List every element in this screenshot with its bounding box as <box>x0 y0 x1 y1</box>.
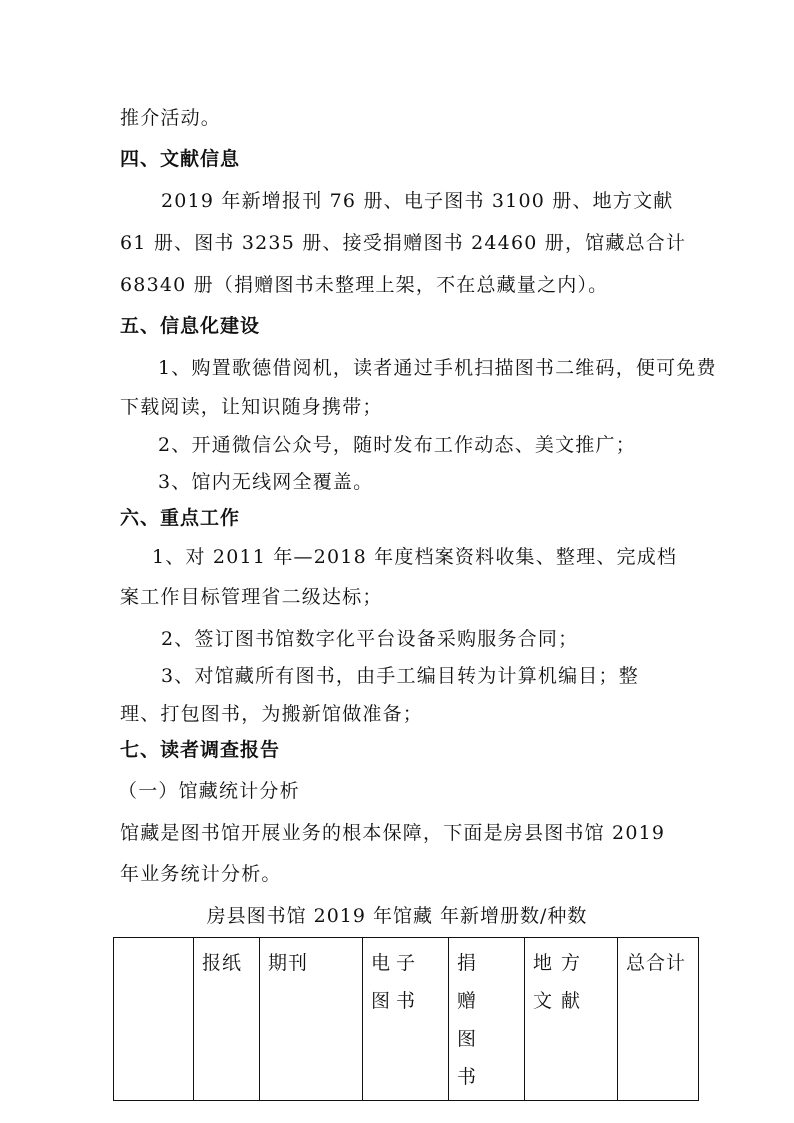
table-header-cell: 地方文献 <box>525 938 618 1101</box>
paragraph-line: 下载阅读，让知识随身携带； <box>120 396 383 418</box>
table-caption: 房县图书馆 2019 年馆藏 年新增册数/种数 <box>206 905 588 927</box>
paragraph-line: 3、馆内无线网全覆盖。 <box>158 471 374 493</box>
paragraph-line: 2、签订图书馆数字化平台设备采购服务合同； <box>161 628 579 650</box>
table-header-cell: 捐赠图书 <box>449 938 525 1101</box>
paragraph-line: 61 册、图书 3235 册、接受捐赠图书 24460 册，馆藏总合计 <box>120 232 687 254</box>
section-heading-6: 六、重点工作 <box>120 507 241 529</box>
paragraph-line: 推介活动。 <box>120 107 222 129</box>
paragraph-line: 年业务统计分析。 <box>120 863 282 885</box>
table-header-row <box>114 938 699 1101</box>
table-header-cell: 电子图书 <box>363 938 449 1101</box>
stats-table <box>113 937 699 1101</box>
paragraph-line: 案工作目标管理省二级达标； <box>120 586 383 608</box>
paragraph-line: 1、购置歌德借阅机，读者通过手机扫描图书二维码，便可免费 <box>158 357 717 379</box>
subsection-heading: （一）馆藏统计分析 <box>118 780 300 802</box>
section-heading-4: 四、文献信息 <box>120 148 241 170</box>
table-header-cell: 报纸 <box>194 938 260 1101</box>
paragraph-line: 理、打包图书，为搬新馆做准备； <box>120 703 424 725</box>
paragraph-line: 2019 年新增报刊 76 册、电子图书 3100 册、地方文献 <box>161 190 674 212</box>
paragraph-line: 3、对馆藏所有图书，由手工编目转为计算机编目；整 <box>161 665 639 687</box>
paragraph-line: 2、开通微信公众号，随时发布工作动态、美文推广； <box>158 434 636 456</box>
paragraph-line: 68340 册（捐赠图书未整理上架，不在总藏量之内）。 <box>120 274 609 296</box>
paragraph-line: 1、对 2011 年—2018 年度档案资料收集、整理、完成档 <box>152 546 678 568</box>
table-header-cell: 期刊 <box>260 938 363 1101</box>
section-heading-7: 七、读者调查报告 <box>120 739 281 761</box>
section-heading-5: 五、信息化建设 <box>120 315 261 337</box>
table-header-cell: 总合计 <box>618 938 699 1101</box>
table-header-cell <box>114 938 194 1101</box>
paragraph-line: 馆藏是图书馆开展业务的根本保障，下面是房县图书馆 2019 <box>120 822 666 844</box>
